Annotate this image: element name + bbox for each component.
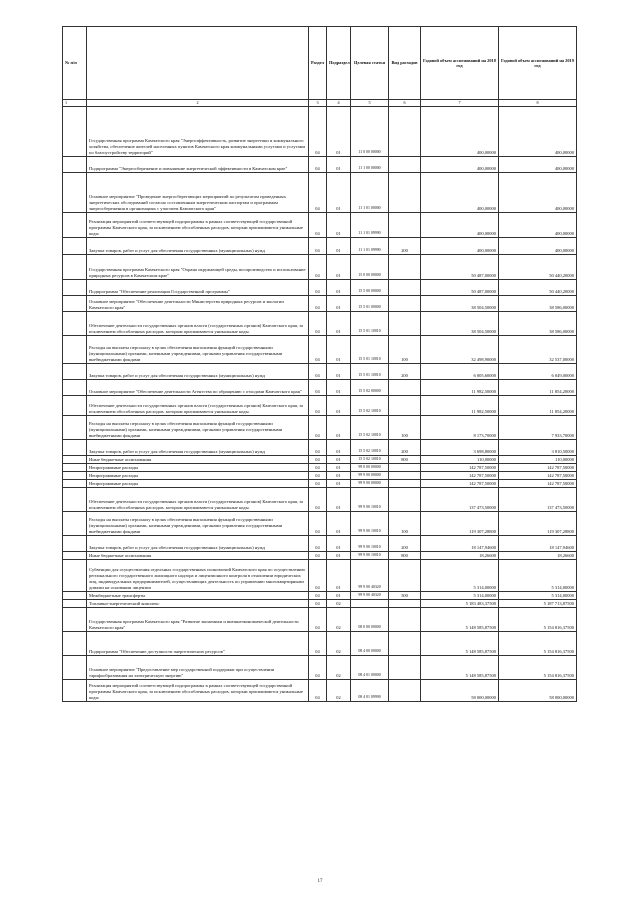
cel-cell: 15 5 00 00000 [351, 279, 389, 295]
num-cell [63, 551, 87, 559]
table-row [63, 487, 577, 511]
vid-cell [389, 559, 421, 591]
cel-cell: 15 5 02 00000 [351, 379, 389, 395]
razdel-cell: 04 [309, 335, 327, 363]
podrazdel-cell: 01 [327, 363, 351, 379]
num-cell [63, 335, 87, 363]
table-row [63, 172, 577, 212]
vid-cell: 200 [389, 237, 421, 254]
num-cell [63, 415, 87, 439]
y2019-cell: 5 314,00000 [499, 591, 577, 599]
budget-table [62, 26, 577, 702]
y2018-cell: 137 473,50000 [421, 487, 499, 511]
y2019-cell: 400,00000 [499, 172, 577, 212]
cel-cell: 11 1 00 00000 [351, 156, 389, 172]
y2019-cell: 400,00000 [499, 212, 577, 237]
num-cell [63, 535, 87, 551]
cel-cell: 99 9 00 10010 [351, 511, 389, 535]
cel-cell: 15 0 00 00000 [351, 254, 389, 279]
podrazdel-cell: 01 [327, 535, 351, 551]
vid-cell [389, 395, 421, 415]
index-cell: 8 [499, 100, 577, 107]
vid-cell [389, 106, 421, 156]
y2019-cell: 7 933,70000 [499, 415, 577, 439]
y2018-cell: 400,00000 [421, 172, 499, 212]
vid-cell [389, 463, 421, 471]
y2018-cell: 6 005,60000 [421, 363, 499, 379]
table-row [63, 237, 577, 254]
y2019-cell: 137 473,50000 [499, 487, 577, 511]
num-cell [63, 156, 87, 172]
y2018-cell: 110,00000 [421, 455, 499, 463]
table-row [63, 106, 577, 156]
podrazdel-cell: 01 [327, 487, 351, 511]
y2018-cell: 400,00000 [421, 106, 499, 156]
vid-cell [389, 487, 421, 511]
name-cell: Подпрограмма "Энергосбережение и повышение энергетической эффективности в Камчатском крае" [87, 156, 309, 172]
num-cell [63, 395, 87, 415]
name-cell: Основное мероприятие "Проведение энергосберегающих мероприятий по результатам проведенных энергетических обследований согласно составленным энергетическим паспортам и программам энергосбережения в организациях с участием Камчатского края" [87, 172, 309, 212]
vid-cell: 100 [389, 335, 421, 363]
cel-cell: 15 5 01 10010 [351, 363, 389, 379]
podrazdel-cell: 01 [327, 395, 351, 415]
y2018-cell: 50 487,00000 [421, 254, 499, 279]
podrazdel-cell: 01 [327, 156, 351, 172]
vid-cell: 800 [389, 455, 421, 463]
y2019-cell: 6 049,00000 [499, 363, 577, 379]
name-cell: Реализация мероприятий соответствующей подпрограммы в рамках соответствующей государственной программы Камчатского края, за исключением обособленных расходов, которым присваиваются уникальные коды [87, 679, 309, 701]
vid-cell [389, 607, 421, 631]
table-row [63, 479, 577, 487]
header-podrazdel: Подраздел [327, 27, 351, 100]
table-row [63, 655, 577, 679]
table-row [63, 439, 577, 455]
vid-cell [389, 679, 421, 701]
razdel-cell: 04 [309, 106, 327, 156]
num-cell [63, 463, 87, 471]
razdel-cell: 04 [309, 535, 327, 551]
table-row [63, 379, 577, 395]
cel-cell: 99 9 00 10010 [351, 487, 389, 511]
table-row [63, 363, 577, 379]
name-cell: Иные бюджетные ассигнования [87, 551, 309, 559]
name-cell: Закупка товаров, работ и услуг для обеспечения государственных (муниципальных) нужд [87, 439, 309, 455]
index-cell: 6 [389, 100, 421, 107]
cel-cell: 11 1 01 09990 [351, 212, 389, 237]
y2019-cell: 5 187 713,87500 [499, 599, 577, 607]
cel-cell: 15 5 02 10010 [351, 455, 389, 463]
razdel-cell: 04 [309, 172, 327, 212]
table-row [63, 511, 577, 535]
name-cell: Межбюджетные трансферты [87, 591, 309, 599]
podrazdel-cell: 01 [327, 559, 351, 591]
y2018-cell: 3 698,80000 [421, 439, 499, 455]
podrazdel-cell: 01 [327, 439, 351, 455]
razdel-cell: 04 [309, 591, 327, 599]
y2018-cell: 5 148 585,87500 [421, 631, 499, 655]
razdel-cell: 04 [309, 295, 327, 311]
y2019-cell: 58 000,00000 [499, 679, 577, 701]
razdel-cell: 04 [309, 212, 327, 237]
y2018-cell: 142 787,50000 [421, 479, 499, 487]
index-cell: 4 [327, 100, 351, 107]
y2018-cell: 142 787,50000 [421, 463, 499, 471]
y2019-cell: 5 314,00000 [499, 559, 577, 591]
podrazdel-cell: 01 [327, 463, 351, 471]
num-cell [63, 212, 87, 237]
num-cell [63, 511, 87, 535]
cel-cell: 15 5 02 10010 [351, 395, 389, 415]
name-cell: Государственная программа Камчатского края "Энергоэффективность, развитие энергетики и коммунального хозяйства, обеспечение жителей населенных пунктов Камчатского края коммунальными услугами и услугами по благоустройству территорий" [87, 106, 309, 156]
name-cell: Непрограммные расходы [87, 471, 309, 479]
y2019-cell: 110,00000 [499, 455, 577, 463]
y2019-cell: 18 147,94600 [499, 535, 577, 551]
num-cell [63, 172, 87, 212]
cel-cell: 08 4 01 09990 [351, 679, 389, 701]
razdel-cell: 04 [309, 395, 327, 415]
name-cell: Топливно-энергетический комплекс [87, 599, 309, 607]
razdel-cell: 04 [309, 631, 327, 655]
table-row [63, 455, 577, 463]
razdel-cell: 04 [309, 551, 327, 559]
podrazdel-cell: 01 [327, 295, 351, 311]
table-row [63, 559, 577, 591]
y2018-cell: 5 148 585,87500 [421, 607, 499, 631]
vid-cell: 200 [389, 535, 421, 551]
vid-cell: 500 [389, 591, 421, 599]
cel-cell: 99 0 00 00000 [351, 463, 389, 471]
num-cell [63, 379, 87, 395]
y2019-cell: 32 537,00000 [499, 335, 577, 363]
y2018-cell: 38 504,50000 [421, 295, 499, 311]
podrazdel-cell: 02 [327, 631, 351, 655]
name-cell: Основное мероприятие "Предоставление мер государственной поддержки при осуществлении тарифообразования на электрическую энергию" [87, 655, 309, 679]
vid-cell: 200 [389, 439, 421, 455]
y2018-cell: 5 314,00000 [421, 559, 499, 591]
y2019-cell: 38 586,00000 [499, 311, 577, 335]
table-row [63, 599, 577, 607]
num-cell [63, 655, 87, 679]
table-row [63, 279, 577, 295]
podrazdel-cell: 02 [327, 655, 351, 679]
y2019-cell: 400,00000 [499, 237, 577, 254]
y2019-cell: 119 307,28800 [499, 511, 577, 535]
vid-cell [389, 254, 421, 279]
table-row [63, 395, 577, 415]
y2019-cell: 142 787,50000 [499, 463, 577, 471]
razdel-cell: 04 [309, 237, 327, 254]
cel-cell: 11 0 00 00000 [351, 106, 389, 156]
podrazdel-cell: 02 [327, 679, 351, 701]
razdel-cell: 04 [309, 607, 327, 631]
name-cell: Непрограммные расходы [87, 463, 309, 471]
y2018-cell: 400,00000 [421, 156, 499, 172]
vid-cell [389, 631, 421, 655]
name-cell: Субвенции для осуществления отдельных государственных полномочий Камчатского края по осуществлению регионального государственного жилищного надзора и лицензионного контроля в отношении юридических лиц, индивидуальных предпринимателей, осуществляющих деятельность по управлению многоквартирными домами на основании лицензии [87, 559, 309, 591]
razdel-cell: 04 [309, 279, 327, 295]
y2019-cell: 50 440,20000 [499, 279, 577, 295]
num-cell [63, 237, 87, 254]
razdel-cell: 04 [309, 439, 327, 455]
razdel-cell: 04 [309, 559, 327, 591]
cel-cell: 15 5 01 10010 [351, 335, 389, 363]
table-row [63, 551, 577, 559]
y2019-cell: 18,26600 [499, 551, 577, 559]
name-cell: Расходы на выплаты персоналу в целях обеспечения выполнения функций государственными (муниципальными) органами, казенными учреждениями, органами управления государственными внебюджетными фондами [87, 415, 309, 439]
razdel-cell: 04 [309, 487, 327, 511]
y2019-cell: 400,00000 [499, 106, 577, 156]
name-cell: Закупка товаров, работ и услуг для обеспечения государственных (муниципальных) нужд [87, 535, 309, 551]
y2018-cell: 38 504,50000 [421, 311, 499, 335]
y2018-cell: 8 173,70000 [421, 415, 499, 439]
vid-cell: 200 [389, 363, 421, 379]
cel-cell: 15 5 02 10010 [351, 415, 389, 439]
y2019-cell: 11 854,20000 [499, 395, 577, 415]
y2018-cell: 5 183 483,37500 [421, 599, 499, 607]
table-row [63, 591, 577, 599]
cel-cell: 11 1 01 00000 [351, 172, 389, 212]
podrazdel-cell: 01 [327, 455, 351, 463]
table-row [63, 295, 577, 311]
vid-cell [389, 599, 421, 607]
podrazdel-cell: 01 [327, 551, 351, 559]
y2019-cell: 3 810,50000 [499, 439, 577, 455]
y2018-cell: 119 307,28800 [421, 511, 499, 535]
razdel-cell: 04 [309, 379, 327, 395]
podrazdel-cell: 01 [327, 591, 351, 599]
cel-cell: 99 9 00 10010 [351, 551, 389, 559]
razdel-cell: 04 [309, 156, 327, 172]
vid-cell [389, 295, 421, 311]
razdel-cell: 04 [309, 455, 327, 463]
y2019-cell: 142 787,50000 [499, 479, 577, 487]
y2018-cell: 5 148 585,87500 [421, 655, 499, 679]
cel-cell: 15 5 01 10010 [351, 311, 389, 335]
table-row [63, 463, 577, 471]
vid-cell [389, 212, 421, 237]
table-row [63, 415, 577, 439]
cel-cell: 08 4 01 00000 [351, 655, 389, 679]
num-cell [63, 591, 87, 599]
podrazdel-cell: 01 [327, 335, 351, 363]
name-cell: Основное мероприятие "Обеспечение деятельности Агентства по обращению с отходами Камчатского края" [87, 379, 309, 395]
name-cell: Подпрограмма "Обеспечение доступности энергетических ресурсов" [87, 631, 309, 655]
name-cell: Расходы на выплаты персоналу в целях обеспечения выполнения функций государственными (муниципальными) органами, казенными учреждениями, органами управления государственными внебюджетными фондами [87, 335, 309, 363]
podrazdel-cell: 01 [327, 311, 351, 335]
podrazdel-cell: 01 [327, 415, 351, 439]
table-row [63, 607, 577, 631]
name-cell: Государственная программа Камчатского края "Охрана окружающей среды, воспроизводство и использование природных ресурсов в Камчатском крае" [87, 254, 309, 279]
name-cell: Обеспечение деятельности государственных органов власти (государственных органов) Камчатского края, за исключением обособленных расходов, которым присваиваются уникальные коды. [87, 395, 309, 415]
num-cell [63, 479, 87, 487]
razdel-cell: 04 [309, 311, 327, 335]
vid-cell [389, 479, 421, 487]
num-cell [63, 631, 87, 655]
cel-cell: 99 9 00 00000 [351, 479, 389, 487]
razdel-cell: 04 [309, 655, 327, 679]
table-header-row [63, 27, 577, 100]
header-name [87, 27, 309, 100]
razdel-cell: 04 [309, 599, 327, 607]
vid-cell [389, 471, 421, 479]
name-cell: Обеспечение деятельности государственных органов власти (государственных органов) Камчатского края, за исключением обособленных расходов, которым присваиваются уникальные коды. [87, 487, 309, 511]
razdel-cell: 04 [309, 471, 327, 479]
y2018-cell: 18 147,94600 [421, 535, 499, 551]
header-y2018: Годовой объем ассигнований на 2018 год [421, 27, 499, 100]
index-cell: 7 [421, 100, 499, 107]
razdel-cell: 04 [309, 415, 327, 439]
y2018-cell: 400,00000 [421, 212, 499, 237]
y2018-cell: 32 498,90000 [421, 335, 499, 363]
cel-cell: 15 5 01 00000 [351, 295, 389, 311]
name-cell: Государственная программа Камчатского края "Развитие экономики и внешнеэкономической деятельности Камчатского края" [87, 607, 309, 631]
table-row [63, 156, 577, 172]
num-cell [63, 679, 87, 701]
razdel-cell: 04 [309, 679, 327, 701]
cel-cell: 99 9 00 10010 [351, 535, 389, 551]
cel-cell: 15 5 02 10010 [351, 439, 389, 455]
header-num: № п/п [63, 27, 87, 100]
vid-cell [389, 379, 421, 395]
num-cell [63, 106, 87, 156]
y2018-cell: 58 000,00000 [421, 679, 499, 701]
num-cell [63, 455, 87, 463]
y2018-cell: 50 487,00000 [421, 279, 499, 295]
y2018-cell: 400,00000 [421, 237, 499, 254]
num-cell [63, 311, 87, 335]
num-cell [63, 295, 87, 311]
table-row [63, 631, 577, 655]
name-cell: Расходы на выплаты персоналу в целях обеспечения выполнения функций государственными (муниципальными) органами, казенными учреждениями, органами управления государственными внебюджетными фондами [87, 511, 309, 535]
y2019-cell: 38 586,00000 [499, 295, 577, 311]
header-y2019: Годовой объем ассигнований на 2019 год [499, 27, 577, 100]
podrazdel-cell: 01 [327, 254, 351, 279]
y2019-cell: 5 154 816,37500 [499, 631, 577, 655]
table-row [63, 535, 577, 551]
razdel-cell: 04 [309, 479, 327, 487]
podrazdel-cell: 01 [327, 479, 351, 487]
name-cell: Основное мероприятие "Обеспечение деятельности Министерства природных ресурсов и экологии Камчатского края" [87, 295, 309, 311]
index-cell: 5 [351, 100, 389, 107]
y2019-cell: 400,00000 [499, 156, 577, 172]
num-cell [63, 607, 87, 631]
name-cell: Реализация мероприятий соответствующей подпрограммы в рамках соответствующей государственной программы Камчатского края, за исключением обособленных расходов, которым присваиваются уникальные коды [87, 212, 309, 237]
budget-table-page [62, 26, 576, 702]
y2019-cell: 50 440,20000 [499, 254, 577, 279]
y2018-cell: 5 314,00000 [421, 591, 499, 599]
table-row [63, 254, 577, 279]
podrazdel-cell: 01 [327, 511, 351, 535]
y2019-cell: 11 854,20000 [499, 379, 577, 395]
vid-cell [389, 655, 421, 679]
podrazdel-cell: 01 [327, 379, 351, 395]
table-row [63, 471, 577, 479]
vid-cell [389, 311, 421, 335]
vid-cell [389, 279, 421, 295]
table-body [63, 106, 577, 701]
y2019-cell: 5 154 816,37500 [499, 607, 577, 631]
y2019-cell: 142 787,50000 [499, 471, 577, 479]
cel-cell: 11 1 01 09990 [351, 237, 389, 254]
podrazdel-cell: 02 [327, 607, 351, 631]
vid-cell: 100 [389, 415, 421, 439]
podrazdel-cell: 01 [327, 212, 351, 237]
header-cel: Целевая статья [351, 27, 389, 100]
cel-cell: 08 4 00 00000 [351, 631, 389, 655]
table-row [63, 679, 577, 701]
header-razdel: Раздел [309, 27, 327, 100]
y2018-cell: 11 982,50000 [421, 395, 499, 415]
table-row [63, 335, 577, 363]
num-cell [63, 279, 87, 295]
name-cell: Иные бюджетные ассигнования [87, 455, 309, 463]
num-cell [63, 559, 87, 591]
index-cell: 1 [63, 100, 87, 107]
table-row [63, 311, 577, 335]
name-cell: Закупка товаров, работ и услуг для обеспечения государственных (муниципальных) нужд [87, 363, 309, 379]
header-vid: Вид расходов [389, 27, 421, 100]
num-cell [63, 439, 87, 455]
num-cell [63, 471, 87, 479]
podrazdel-cell: 01 [327, 172, 351, 212]
index-cell: 2 [87, 100, 309, 107]
name-cell: Подпрограмма "Обеспечение реализации Государственной программы" [87, 279, 309, 295]
vid-cell [389, 156, 421, 172]
name-cell: Непрограммные расходы [87, 479, 309, 487]
podrazdel-cell: 01 [327, 237, 351, 254]
name-cell: Обеспечение деятельности государственных органов власти (государственных органов) Камчатского края, за исключением обособленных расходов, которым присваиваются уникальные коды. [87, 311, 309, 335]
razdel-cell: 04 [309, 363, 327, 379]
y2019-cell: 5 154 816,37500 [499, 655, 577, 679]
podrazdel-cell: 01 [327, 471, 351, 479]
cel-cell: 99 9 00 40320 [351, 591, 389, 599]
num-cell [63, 254, 87, 279]
num-cell [63, 599, 87, 607]
razdel-cell: 04 [309, 511, 327, 535]
page-number: 17 [317, 879, 323, 884]
cel-cell: 99 9 00 40320 [351, 559, 389, 591]
index-cell: 3 [309, 100, 327, 107]
num-cell [63, 363, 87, 379]
num-cell [63, 487, 87, 511]
y2018-cell: 18,26600 [421, 551, 499, 559]
vid-cell [389, 172, 421, 212]
name-cell: Закупка товаров, работ и услуг для обеспечения государственных (муниципальных) нужд [87, 237, 309, 254]
razdel-cell: 04 [309, 254, 327, 279]
y2018-cell: 142 787,50000 [421, 471, 499, 479]
vid-cell: 800 [389, 551, 421, 559]
vid-cell: 100 [389, 511, 421, 535]
cel-cell: 08 0 00 00000 [351, 607, 389, 631]
y2018-cell: 11 982,50000 [421, 379, 499, 395]
podrazdel-cell: 02 [327, 599, 351, 607]
podrazdel-cell: 01 [327, 279, 351, 295]
podrazdel-cell: 01 [327, 106, 351, 156]
cel-cell: 99 9 00 00000 [351, 471, 389, 479]
cel-cell [351, 599, 389, 607]
razdel-cell: 04 [309, 463, 327, 471]
table-row [63, 212, 577, 237]
